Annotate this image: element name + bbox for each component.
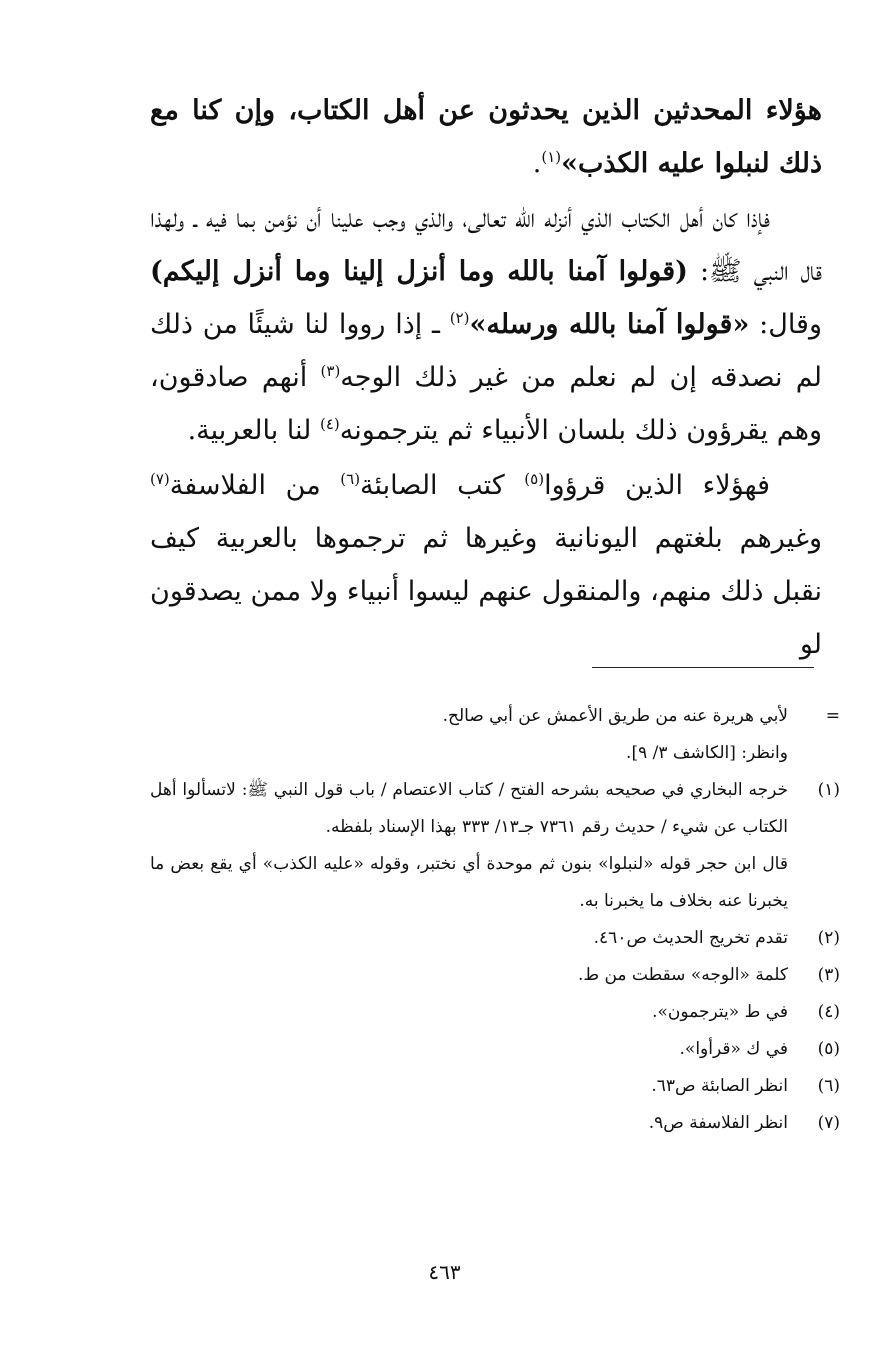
footnote-body xyxy=(150,1105,788,1142)
footnote-ref-3: (٣) xyxy=(320,362,341,380)
footnote-ref-5: (٥) xyxy=(524,470,545,488)
footnote-body xyxy=(150,994,788,1031)
footnote-number: (٣) xyxy=(817,965,840,985)
footnote-line: خرجه البخاري في صحيحه بشرحه الفتح / كتاب الاعتصام / باب قول النبي ﷺ: لاتسألوا أهل الكتاب عن شيء / حديث رقم ٧٣٦١ جـ١٣/ ٣٣٣ بهذا الإسناد بلفظه. xyxy=(150,780,788,837)
text-run: فإذا كان أهل الكتاب الذي أنزله الله تعالى، والذي وجب علينا أن نؤمن بما فيه ـ ولهذا قال النبي ﷺ: xyxy=(150,203,822,287)
footnote-2 xyxy=(150,920,840,957)
paragraph-3 xyxy=(150,459,822,671)
footnote-line: لأبي هريرة عنه من طريق الأعمش عن أبي صالح. xyxy=(442,706,788,726)
footnote-line: في ط «يترجمون». xyxy=(652,1002,788,1022)
quote-text: هؤلاء المحدثين الذين يحدثون عن أهل الكتاب، وإن كنا مع ذلك لنبلوا عليه الكذب» xyxy=(150,95,822,179)
footnote-ref-6: (٦) xyxy=(340,470,361,488)
paragraph-2 xyxy=(150,192,822,457)
footnote-body xyxy=(150,920,788,957)
footnote-number: (٧) xyxy=(817,1113,840,1133)
page-number: ٤٦٣ xyxy=(428,1260,461,1284)
footnote-body xyxy=(150,1068,788,1105)
footnote-line: انظر الصابئة ص٦٣. xyxy=(651,1076,788,1096)
footnote-ref-7: (٧) xyxy=(150,470,170,488)
footnote-ref-4: (٤) xyxy=(319,415,340,433)
footnote-number: (٤) xyxy=(817,1002,840,1022)
footnote-line: تقدم تخريج الحديث ص٤٦٠. xyxy=(593,928,788,948)
paragraph-1 xyxy=(150,84,822,190)
main-text xyxy=(150,84,822,671)
text-run: كتب الصابئة xyxy=(360,470,525,501)
footnote-line: وانظر: [الكاشف ٣/ ٩]. xyxy=(626,743,788,763)
text-run: فهؤلاء الذين قرؤوا xyxy=(544,470,771,501)
footnote-line: قال ابن حجر قوله «لنبلوا» بنون ثم موحدة أي نختبر، وقوله «عليه الكذب» أي يقع بعض ما يخبرنا عنه بخلاف ما يخبرنا به. xyxy=(150,854,788,911)
text-run: ـ إذا رووا لنا شيئًا من ذلك لم نصدقه إن لم نعلم من غير ذلك الوجه xyxy=(150,309,822,393)
footnote-body xyxy=(150,1031,788,1068)
footnote-ref-1: (١) xyxy=(541,148,562,166)
text-run: أنهم صادقون، وهم يقرؤون ذلك بلسان الأنبياء ثم يترجمونه xyxy=(150,362,822,446)
footnote-continued xyxy=(150,698,840,772)
footnote-body xyxy=(150,698,788,772)
footnote-body xyxy=(150,772,788,920)
footnote-divider xyxy=(592,667,814,668)
footnote-6 xyxy=(150,1068,840,1105)
hadith-quote: «قولوا آمنا بالله ورسله» xyxy=(469,309,750,340)
text-run: لنا بالعربية. xyxy=(187,415,320,446)
text-run: من الفلاسفة xyxy=(169,470,341,501)
footnote-line: كلمة «الوجه» سقطت من ط. xyxy=(577,965,788,985)
footnote-3 xyxy=(150,957,840,994)
footnote-number: (٢) xyxy=(817,928,840,948)
footnote-number: (٥) xyxy=(817,1039,840,1059)
footnote-1 xyxy=(150,772,840,920)
punctuation: . xyxy=(532,148,542,179)
footnote-number: (٦) xyxy=(817,1076,840,1096)
footnote-line: في ك «قرأوا». xyxy=(679,1039,788,1059)
text-run: وغيرهم بلغتهم اليونانية وغيرها ثم ترجموها بالعربية كيف نقبل ذلك منهم، والمنقول عنهم ليسوا أنبياء ولا ممن يصدقون لو xyxy=(150,523,822,660)
quran-quote: (قولوا آمنا بالله وما أنزل إلينا وما أنزل إليكم) xyxy=(150,256,688,287)
footnote-line: انظر الفلاسفة ص٩. xyxy=(648,1113,788,1133)
footnote-number: = xyxy=(825,706,840,726)
footnote-body xyxy=(150,957,788,994)
footnote-7 xyxy=(150,1105,840,1142)
footnote-ref-2: (٢) xyxy=(449,309,470,327)
footnote-number: (١) xyxy=(817,780,840,800)
footnotes xyxy=(150,698,840,1142)
footnote-5 xyxy=(150,1031,840,1068)
text-run: وقال: xyxy=(749,309,822,340)
footnote-4 xyxy=(150,994,840,1031)
